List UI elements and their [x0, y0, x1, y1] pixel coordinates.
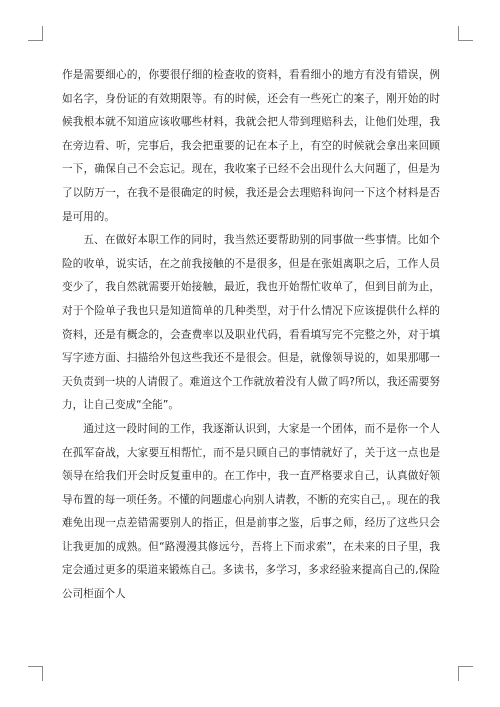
crop-mark-top-left	[28, 26, 43, 41]
paragraph-1: 作是需要细心的，你要很仔细的检查收的资料，看看细小的地方有没有错误，例如名字，身份证的有效期限等。有的时候，还会有一些死亡的案子，刚开始的时候我根本就不知道应该收哪些材料，我就会把人带到理赔科去，让他们处理，我在旁边看、听，完事后，我会把重要的记在本子上，有空的时候就会拿出来回顾一下，确保自己不会忘记。现在，我收案子已经不会出现什么大问题了，但是为了以防万一，在我不是很确定的时候，我还是会去理赔科询问一下这个材料是否是可用的。	[62, 69, 440, 223]
paragraph-2: 五、在做好本职工作的同时，我当然还要帮助别的同事做一些事情。比如个险的收单，说实话，在之前我接触的不是很多，但是在张姐离职之后，工作人员变少了，我自然就需要开始接触，最近，我也开始帮忙收单了，但到目前为止，对于个险单子我也只是知道简单的几种类型，对于什么情况下应该提供什么样的资料，还是有概念的，会查费率以及职业代码，看看填写完不完整之外，对于填写字迹方面、扫描给外包这些我还不是很会。但是，就像领导说的，如果那哪一天负责到一块的人请假了。难道这个工作就放着没有人做了吗?所以，我还需要努力，让自己变成“全能”。	[62, 234, 440, 412]
crop-mark-bottom-right	[458, 666, 473, 681]
paragraph-3: 通过这一段时间的工作，我逐渐认识到，大家是一个团体，而不是你一个人在孤军奋战，大家要互相帮忙，而不是只顾自己的事情就好了，关于这一点也是领导在给我们开会时反复重申的。在工作中，我一直严格要求自己，认真做好领导布置的每一项任务。不懂的问题虚心向别人请教，不断的充实自己，。现在的我难免出现一点差错需要别人的指正，但是前事之鉴，后事之师，经历了这些只会让我更加的成熟。但“路漫漫其修远兮，吾将上下而求索”，在未来的日子里，我定会通过更多的渠道来锻炼自己。多读书，多学习，多求经验来提高自己的,保险公司柜面个人	[62, 422, 440, 601]
document-body	[62, 64, 440, 607]
crop-mark-bottom-left	[28, 666, 43, 681]
crop-mark-top-right	[458, 26, 473, 41]
